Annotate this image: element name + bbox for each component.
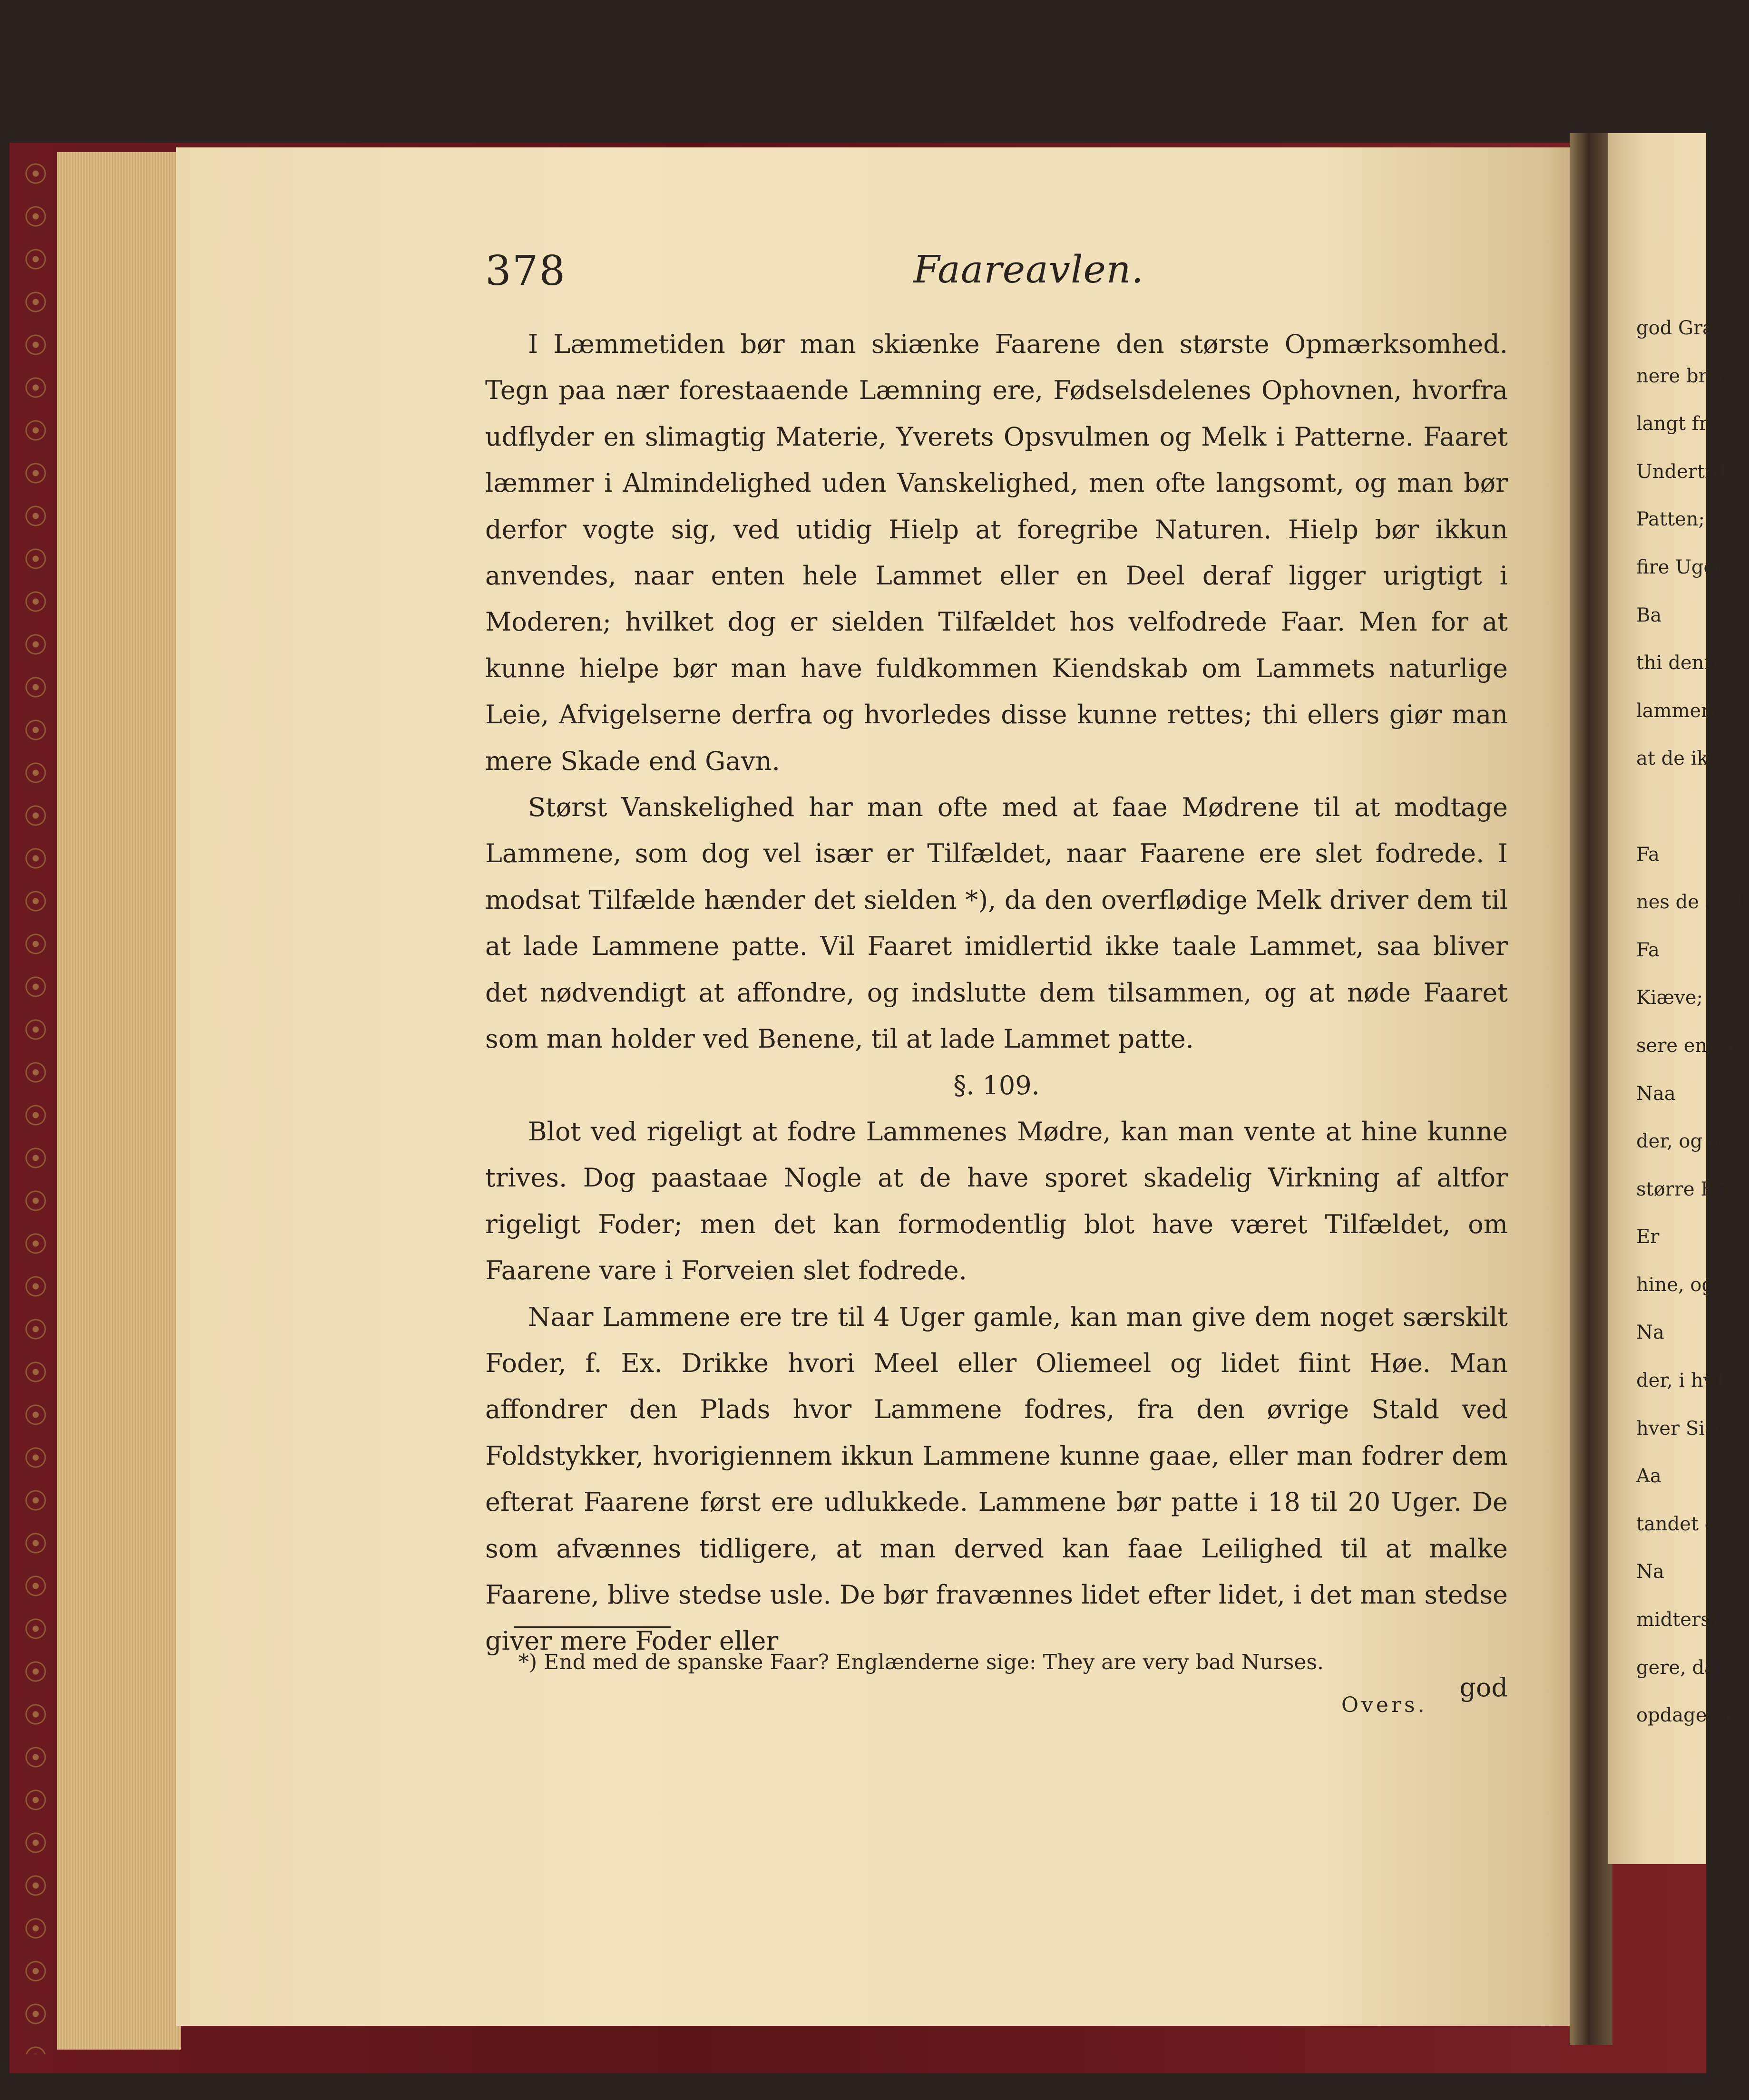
catchword: god [1459,1672,1508,1702]
paragraph-2: Størst Vanskelighed har man ofte med at faae Mødrene til at modtage Lammene, som dog vel især er Tilfældet, naar Faarene ere slet fodrede. I modsat Tilfælde hænder det sielden *), da den overflødige Melk driver dem til at lade Lammene patte. Vil Faaret imidlertid ikke taale Lammet, saa bliver det nødvendigt at affondre, og indslutte dem tilsammen, og at nøde Faaret som man holder ved Benene, til at lade Lammet patte. [485,792,1508,1054]
right-page-line: Fa [1636,843,1660,865]
right-page-line: midterste [1636,1609,1729,1631]
right-page-line [1636,783,1712,831]
right-page-line: lammene [1636,700,1725,722]
running-head: Faareavlen. [913,247,1144,292]
right-page-line: Na [1636,1561,1664,1583]
right-page-line: gere, da [1636,1656,1716,1679]
right-page-line: fire Uger [1636,556,1724,578]
right-page-line: opdager n [1636,1704,1735,1727]
right-page-line: Naa [1636,1082,1676,1105]
right-page-line: Undertid [1636,460,1723,483]
right-page-line: Er [1636,1226,1660,1248]
footnote-rule [514,1626,671,1628]
right-page-line: hver Side [1636,1417,1729,1439]
right-page-line: Na [1636,1322,1664,1344]
right-page-line: nes de sæd [1636,891,1745,914]
right-page-line: større Bre [1636,1178,1735,1200]
right-page-line: hine, og [1636,1274,1714,1296]
footnote: *) End med de spanske Faar? Englænderne sige: They are very bad Nurses. [518,1650,1324,1674]
paragraph-1: I Læmmetiden bør man skiænke Faarene den største Opmærksomhed. Tegn paa nær forestaaende Læmning ere, Fødselsdelenes Ophovnen, hvorfra udflyder en slimagtig Materie, Yverets Opsvulmen og Melk i Patterne. Faaret læmmer i Almindelighed uden Vanskelighed, men ofte langsomt, og man bør derfor vogte sig, ved utidig Hielp at foregribe Naturen. Hielp bør ikkun anvendes, naar enten hele Lammet eller en Deel deraf ligger urigtigt i Moderen; hvilket dog er sielden Tilfældet hos velfodrede Faar. Men for at kunne hielpe bør man have fuldkommen Kiendskab om Lammets naturlige Leie, Afvigelserne derfra og hvorledes disse kunne rettes; thi ellers giør man mere Skade end Gavn. [485,329,1508,776]
right-page-line: tandet ell [1636,1513,1729,1535]
right-page-line: nere brin [1636,365,1726,387]
book-gutter [1570,133,1612,2045]
page-header [485,247,1532,300]
right-page-line: der, i hvil [1636,1370,1726,1392]
right-page-line: Aa [1636,1465,1661,1488]
paragraph-3: Blot ved rigeligt at fodre Lammenes Mødre, kan man vente at hine kunne trives. Dog paastaae Nogle at de have sporet skadelig Virkning af altfor rigeligt Foder; men det kan formodentlig blot have været Tilfældet, om Faarene vare i Forveien slet fodrede. [485,1116,1508,1286]
right-page-line: god Græs [1636,317,1730,339]
right-page-line: thi denne [1636,652,1728,674]
right-page-line: der, og m [1636,1130,1727,1153]
right-page-line: Ba [1636,604,1662,626]
body-text [485,321,1508,1711]
section-heading: §. 109. [953,1070,1040,1100]
page-edges [57,152,181,2050]
page-number: 378 [485,247,567,295]
footnote-signature: Overs. [1341,1693,1427,1717]
cover-ornament [14,152,57,2054]
right-page-line: sere end de [1636,1034,1749,1057]
right-page-line: at de ikke [1636,748,1731,770]
right-page-line: Kiæve; i [1636,987,1715,1009]
right-page-line: Patten; [1636,508,1705,531]
right-page-line: langt fr [1636,413,1708,435]
right-page-line: Fa [1636,939,1660,961]
right-page-text [1636,304,1749,1740]
paragraph-4: Naar Lammene ere tre til 4 Uger gamle, kan man give dem noget særskilt Foder, f. Ex. Drikke hvori Meel eller Oliemeel og lidet fiint Høe. Man affondrer den Plads hvor Lammene fodres, fra den øvrige Stald ved Foldstykker, hvorigiennem ikkun Lammene kunne gaae, eller man fodrer dem efterat Faarene først ere udlukkede. Lammene bør patte i 18 til 20 Uger. De som afvænnes tidligere, at man derved kan faae Leilighed til at malke Faarene, blive stedse usle. De bør fravænnes lidet efter lidet, i det man stedse giver mere Foder eller [485,1302,1508,1656]
